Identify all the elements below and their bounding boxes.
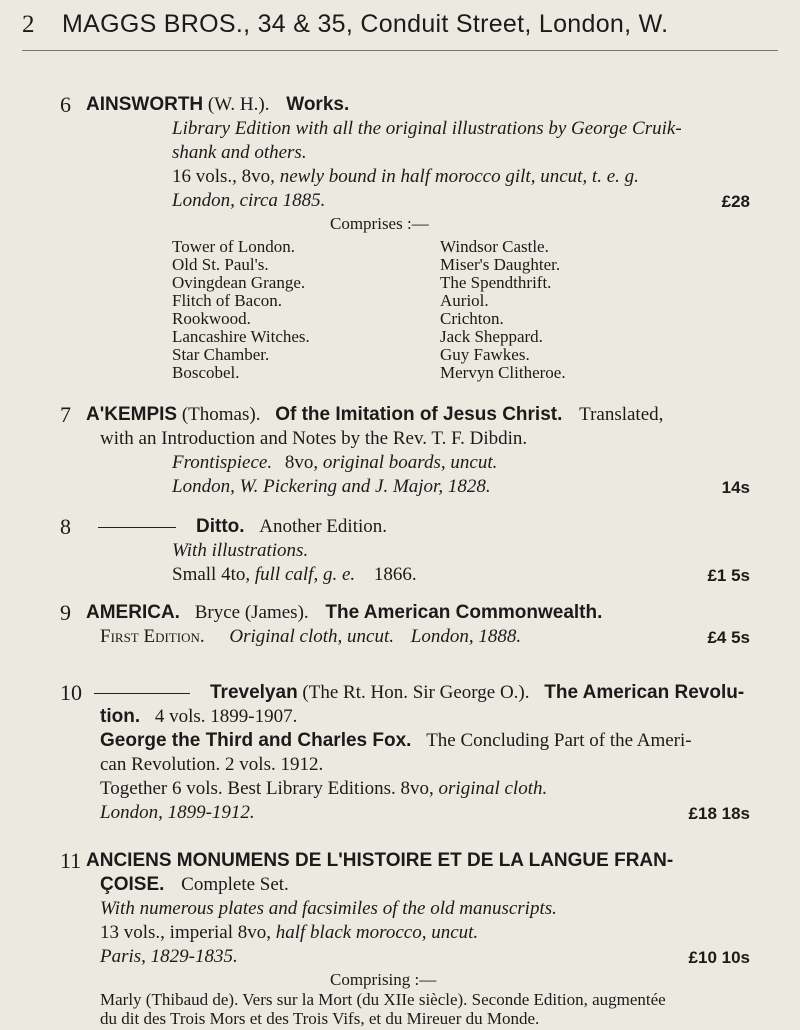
entry-line: First Edition. Original cloth, uncut. London, 1888.: [100, 626, 522, 647]
page-number: 2: [22, 11, 35, 38]
contents-item: Guy Fawkes.: [440, 345, 530, 364]
contents-item: Auriol.: [440, 291, 489, 310]
contents-item: Crichton.: [440, 309, 504, 328]
contents-item: Boscobel.: [172, 363, 240, 382]
ditto-dash: [98, 527, 176, 528]
price: £1 5s: [707, 566, 750, 585]
entry-line: With illustrations.: [172, 540, 309, 561]
contents-item: Old St. Paul's.: [172, 255, 269, 274]
price: £18 18s: [688, 804, 750, 823]
comprising-label: Comprising :—: [330, 970, 437, 989]
entry-line: London, 1899-1912.: [100, 802, 255, 823]
page-header: [22, 10, 668, 39]
entry-line: Library Edition with all the original illustrations by George Cruik-: [172, 118, 682, 139]
header-rule: [22, 50, 778, 51]
contents-item: Lancashire Witches.: [172, 327, 310, 346]
entry-heading: Ditto. Another Edition.: [86, 516, 387, 538]
contents-item: Mervyn Clitheroe.: [440, 363, 566, 382]
entry-line: tion. 4 vols. 1899-1907.: [100, 706, 298, 727]
entry-heading: Trevelyan (The Rt. Hon. Sir George O.). The American Revolu-: [86, 682, 744, 704]
entry-line: ÇOISE. Complete Set.: [100, 874, 289, 895]
price: £10 10s: [688, 948, 750, 967]
price: £4 5s: [707, 628, 750, 647]
entry-number: 7: [60, 402, 71, 427]
entry-heading: AINSWORTH (W. H.). Works.: [86, 94, 350, 115]
contents-item: Ovingdean Grange.: [172, 273, 306, 292]
entry-line: with an Introduction and Notes by the Rev. T. F. Dibdin.: [100, 428, 528, 449]
entry-number: 11: [60, 848, 82, 873]
price: 14s: [721, 478, 750, 497]
entry-line: shank and others.: [172, 142, 307, 163]
entry-line: Small 4to, full calf, g. e. 1866.: [172, 564, 417, 585]
entry-line: 16 vols., 8vo, newly bound in half morocco gilt, uncut, t. e. g.: [172, 166, 639, 187]
contents-item: Flitch of Bacon.: [172, 291, 283, 310]
entry-number: 6: [60, 92, 71, 117]
entry-line: Together 6 vols. Best Library Editions. 8vo, original cloth.: [100, 778, 548, 799]
entry-line: George the Third and Charles Fox. The Concluding Part of the Ameri-: [100, 730, 692, 751]
entry-line: Frontispiece. 8vo, original boards, uncut.: [172, 452, 498, 473]
entry-line: With numerous plates and facsimiles of the old manuscripts.: [100, 898, 557, 919]
contents-item: Tower of London.: [172, 237, 295, 256]
publisher-line: MAGGS BROS., 34 & 35, Conduit Street, London, W.: [62, 10, 669, 38]
contents-item: du dit des Trois Mors et des Trois Vifs, et du Mireuer du Monde.: [100, 1009, 540, 1028]
entry-heading: AMERICA. Bryce (James). The American Commonwealth.: [86, 602, 603, 623]
entry-number: 9: [60, 600, 71, 625]
entry-line: London, W. Pickering and J. Major, 1828.: [172, 476, 491, 497]
entry-line: London, circa 1885.: [172, 190, 326, 211]
entry-line: 13 vols., imperial 8vo, half black morocco, uncut.: [100, 922, 479, 943]
contents-item: Marly (Thibaud de). Vers sur la Mort (du XIIe siècle). Seconde Edition, augmentée: [100, 990, 666, 1009]
contents-item: Rookwood.: [172, 309, 251, 328]
entry-heading: ANCIENS MONUMENS DE L'HISTOIRE ET DE LA LANGUE FRAN-: [86, 850, 674, 871]
entry-heading: A'KEMPIS (Thomas). Of the Imitation of Jesus Christ. Translated,: [86, 404, 664, 425]
contents-item: Star Chamber.: [172, 345, 270, 364]
entry-number: 10: [60, 680, 82, 705]
ditto-dash: [94, 693, 190, 694]
contents-item: Jack Sheppard.: [440, 327, 543, 346]
entry-line: Paris, 1829-1835.: [100, 946, 238, 967]
entry-number: 8: [60, 514, 71, 539]
contents-item: Miser's Daughter.: [440, 255, 561, 274]
contents-item: The Spendthrift.: [440, 273, 552, 292]
comprises-label: Comprises :—: [330, 214, 429, 233]
price: £28: [721, 192, 750, 211]
contents-item: Windsor Castle.: [440, 237, 549, 256]
entry-line: can Revolution. 2 vols. 1912.: [100, 754, 324, 775]
